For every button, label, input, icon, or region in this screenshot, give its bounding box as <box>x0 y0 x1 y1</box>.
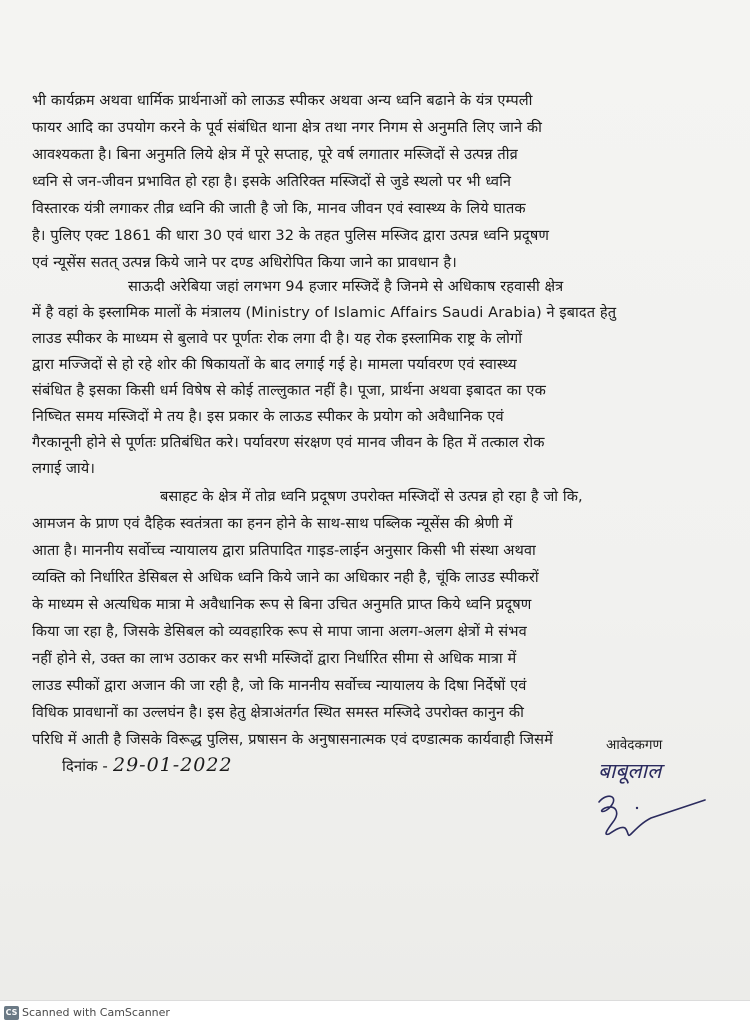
scanner-footer <box>0 1000 750 1025</box>
text-line: लाउड स्पीकों द्वारा अजान की जा रही है, जो कि माननीय सर्वोच्च न्यायालय के दिषा निर्देषों एवं <box>32 677 527 694</box>
date-value: 29-01-2022 <box>113 754 233 776</box>
text-line: द्वारा मज्जिदों से हो रहे शोर की षिकायतों के बाद लगाई गई हे। मामला पर्यावरण एवं स्वास्थ्य <box>32 356 517 373</box>
text-line: लगाई जाये। <box>32 460 95 477</box>
text-line: आता है। माननीय सर्वोच्च न्यायालय द्वारा प्रतिपादित गाइड-लाईन अनुसार किसी भी संस्था अथवा <box>32 542 536 559</box>
signature-name: बाबूलाल <box>598 759 662 783</box>
text-line: नहीं होने से, उक्त का लाभ उठाकर कर सभी मस्जिदों द्वारा निर्धारित सीमा से अधिक मात्रा में <box>32 650 517 667</box>
signature-scribble <box>585 788 725 848</box>
text-line: है। पुलिए एक्ट 1861 की धारा 30 एवं धारा 32 के तहत पुलिस मस्जिद द्वारा उत्पन्न ध्वनि प्रदूषण <box>32 227 550 244</box>
text-line: संबंधित है इसका किसी धर्म विषेष से कोई ताल्लुकात नहीं है। पूजा, प्रार्थना अथवा इबादत का एक <box>32 382 546 399</box>
text-line: किया जा रहा है, जिसके डेसिबल को व्यवहारिक रूप से मापा जाना अलग-अलग क्षेत्रों मे संभव <box>32 623 527 640</box>
text-line: व्यक्ति को निर्धारित डेसिबल से अधिक ध्वनि किये जाने का अधिकार नही है, चूंकि लाउड स्पीकरों <box>32 569 539 586</box>
text-line: विधिक प्रावधानों का उल्लघंन है। इस हेतु क्षेत्राअंतर्गत स्थित समस्त मस्जिदे उपरोक्त कानुन की <box>32 704 524 721</box>
text-line: आमजन के प्राण एवं दैहिक स्वतंत्रता का हनन होने के साथ-साथ पब्लिक न्यूसेंस की श्रेणी में <box>32 515 513 532</box>
text-line: में है वहां के इस्लामिक मालों के मंत्रालय (Ministry of Islamic Affairs Saudi Arabia) ने इबादत हेतु <box>32 304 617 321</box>
text-line: फायर आदि का उपयोग करने के पूर्व संबंधित थाना क्षेत्र तथा नगर निगम से अनुमति लिए जाने की <box>32 119 542 136</box>
text-line: बसाहट के क्षेत्र में तोव्र ध्वनि प्रदूषण उपरोक्त मस्जिदों से उत्पन्न हो रहा है जो कि, <box>160 488 583 505</box>
camscanner-logo: CS <box>4 1006 19 1020</box>
text-line: परिधि में आती है जिसके विरूद्ध पुलिस, प्रषासन के अनुषासनात्मक एवं दण्डात्मक कार्यवाही जिसमें <box>32 731 553 748</box>
text-line: लाउड स्पीकर के माध्यम से बुलावे पर पूर्णतः रोक लगा दी है। यह रोक इस्लामिक राष्ट्र के लोगों <box>32 330 523 347</box>
date-label: दिनांक - <box>62 757 108 775</box>
text-line: विस्तारक यंत्री लगाकर तीव्र ध्वनि की जाती है जो कि, मानव जीवन एवं स्वास्थ्य के लिये घातक <box>32 200 526 217</box>
text-line: भी कार्यक्रम अथवा धार्मिक प्रार्थनाओं को लाऊड स्पीकर अथवा अन्य ध्वनि बढाने के यंत्र एम्पली <box>32 92 533 109</box>
text-line: ध्वनि से जन-जीवन प्रभावित हो रहा है। इसके अतिरिक्त मस्जिदों से जुडे स्थलो पर भी ध्वनि <box>32 173 512 190</box>
text-line: निष्चित समय मस्जिदों मे तय है। इस प्रकार के लाऊड स्पीकर के प्रयोग को अवैधानिक एवं <box>32 408 504 425</box>
text-line: एवं न्यूसेंस सतत् उत्पन्न किये जाने पर दण्ड अधिरोपित किया जाने का प्रावधान है। <box>32 254 457 271</box>
text-line: साऊदी अरेबिया जहां लगभग 94 हजार मस्जिदें है जिनमे से अधिकाष रहवासी क्षेत्र <box>128 278 564 295</box>
footer-text: Scanned with CamScanner <box>22 1006 170 1019</box>
text-line: के माध्यम से अत्यधिक मात्रा मे अवैधानिक रूप से बिना उचित अनुमति प्राप्त किये ध्वनि प्रदूषण <box>32 596 532 613</box>
text-line: आवश्यकता है। बिना अनुमति लिये क्षेत्र में पूरे सप्ताह, पूरे वर्ष लगातार मस्जिदों से उत्पन्न तीव्र <box>32 146 518 163</box>
applicant-label: आवेदकगण <box>606 737 663 753</box>
text-line: गैरकानूनी होने से पूर्णतः प्रतिबंधित करे। पर्यावरण संरक्षण एवं मानव जीवन के हित में तत्काल रोक <box>32 434 545 451</box>
